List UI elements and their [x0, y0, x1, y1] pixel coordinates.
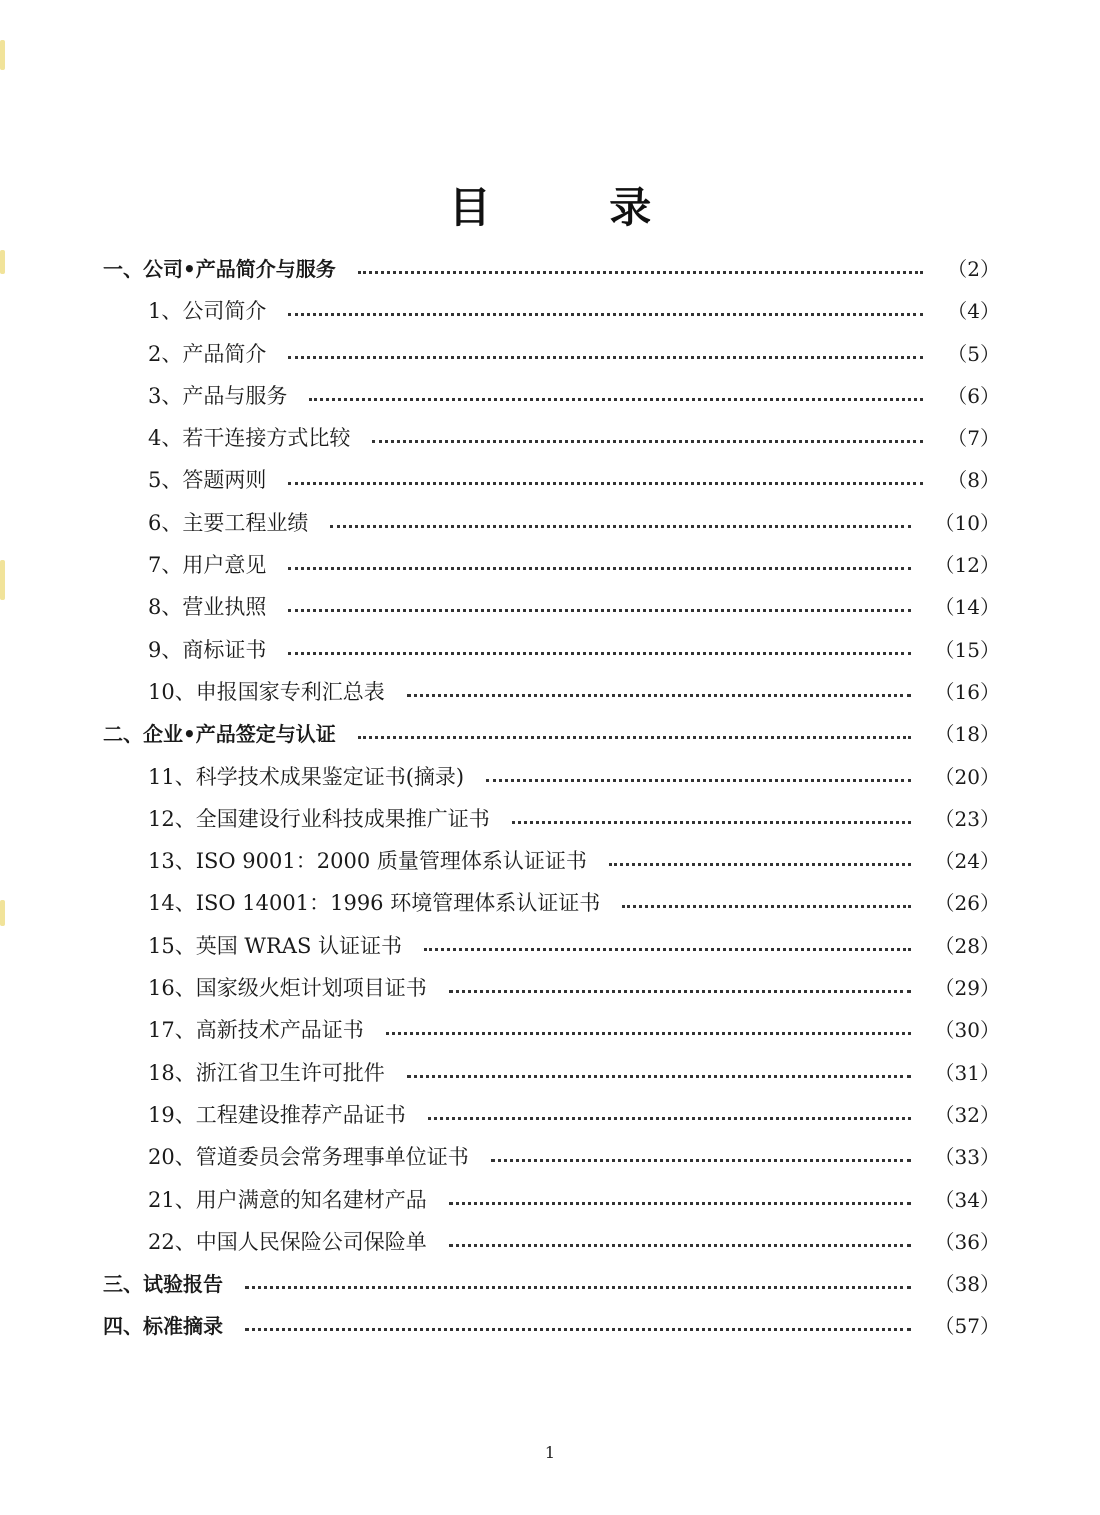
toc-section	[0, 248, 1100, 290]
dot-leader	[449, 990, 911, 993]
toc-entry-title: 三、试验报告	[103, 1272, 223, 1297]
toc-entry-page: （24）	[934, 849, 1000, 874]
toc-item	[0, 417, 1100, 459]
toc-entry-page: （4）	[947, 299, 1000, 324]
toc-item	[0, 1136, 1100, 1178]
toc-entry-title: 12、全国建设行业科技成果推广证书	[148, 806, 490, 831]
toc-item	[0, 290, 1100, 332]
toc-item	[0, 1221, 1100, 1263]
dot-leader	[358, 271, 923, 274]
toc-item	[0, 629, 1100, 671]
toc-entry-title: 11、科学技术成果鉴定证书(摘录)	[148, 764, 465, 789]
toc-entry-title: 10、申报国家专利汇总表	[148, 679, 385, 704]
toc-entry-page: （28）	[934, 933, 1000, 958]
toc-entry-title: 8、营业执照	[148, 595, 267, 620]
toc-item	[0, 925, 1100, 967]
toc-entry-page: （20）	[934, 764, 1000, 789]
toc-entry-title: 3、产品与服务	[148, 383, 288, 408]
toc-entry-title: 4、若干连接方式比较	[148, 426, 351, 451]
toc-item	[0, 882, 1100, 924]
toc-entry-page: （29）	[934, 976, 1000, 1001]
table-of-contents	[0, 248, 1100, 1348]
dot-leader	[407, 694, 911, 697]
toc-entry-title: 21、用户满意的知名建材产品	[148, 1187, 427, 1212]
toc-entry-page: （30）	[934, 1018, 1000, 1043]
toc-entry-title: 19、工程建设推荐产品证书	[148, 1102, 406, 1127]
page-number: 1	[544, 1443, 556, 1462]
dot-leader	[372, 440, 923, 443]
toc-entry-page: （14）	[934, 595, 1000, 620]
toc-entry-title: 四、标准摘录	[103, 1314, 223, 1339]
toc-entry-page: （2）	[947, 257, 1000, 281]
toc-entry-page: （32）	[934, 1102, 1000, 1127]
toc-entry-title: 15、英国 WRAS 认证证书	[148, 933, 403, 958]
toc-item	[0, 967, 1100, 1009]
dot-leader	[358, 736, 911, 739]
toc-item	[0, 798, 1100, 840]
dot-leader	[288, 313, 923, 316]
dot-leader	[288, 482, 923, 485]
toc-entry-title: 一、公司•产品简介与服务	[103, 257, 336, 281]
toc-entry-page: （23）	[934, 806, 1000, 831]
toc-item	[0, 671, 1100, 713]
dot-leader	[407, 1075, 911, 1078]
dot-leader	[309, 398, 923, 401]
toc-entry-title: 二、企业•产品签定与认证	[103, 722, 336, 747]
dot-leader	[449, 1202, 911, 1205]
toc-entry-page: （57）	[934, 1314, 1000, 1339]
toc-entry-title: 1、公司简介	[148, 299, 267, 324]
dot-leader	[288, 567, 910, 570]
toc-entry-page: （26）	[934, 891, 1000, 916]
toc-entry-page: （36）	[934, 1229, 1000, 1254]
toc-entry-title: 16、国家级火炬计划项目证书	[148, 976, 427, 1001]
dot-leader	[491, 1159, 911, 1162]
dot-leader	[288, 356, 923, 359]
toc-section	[0, 1263, 1100, 1305]
toc-entry-page: （31）	[934, 1060, 1000, 1085]
toc-section	[0, 713, 1100, 755]
dot-leader	[512, 821, 911, 824]
toc-entry-page: （15）	[934, 637, 1000, 662]
dot-leader	[245, 1328, 911, 1331]
dot-leader	[609, 863, 911, 866]
toc-item	[0, 375, 1100, 417]
dot-leader	[449, 1244, 911, 1247]
toc-section	[0, 1305, 1100, 1347]
toc-entry-title: 9、商标证书	[148, 637, 267, 662]
toc-item	[0, 756, 1100, 798]
page-title: 目 录	[448, 183, 704, 233]
toc-entry-page: （38）	[934, 1272, 1000, 1297]
dot-leader	[245, 1286, 911, 1289]
toc-item	[0, 1179, 1100, 1221]
toc-item	[0, 1009, 1100, 1051]
toc-item	[0, 1052, 1100, 1094]
toc-entry-title: 18、浙江省卫生许可批件	[148, 1060, 385, 1085]
toc-item	[0, 1094, 1100, 1136]
toc-entry-title: 14、ISO 14001：1996 环境管理体系认证证书	[148, 891, 601, 916]
toc-entry-page: （33）	[934, 1145, 1000, 1170]
toc-entry-page: （5）	[947, 341, 1000, 366]
toc-entry-title: 6、主要工程业绩	[148, 510, 309, 535]
toc-item	[0, 459, 1100, 501]
toc-item	[0, 586, 1100, 628]
toc-entry-title: 7、用户意见	[148, 553, 267, 578]
toc-entry-page: （6）	[947, 383, 1000, 408]
dot-leader	[486, 779, 910, 782]
toc-entry-title: 13、ISO 9001：2000 质量管理体系认证证书	[148, 849, 587, 874]
toc-entry-title: 2、产品简介	[148, 341, 267, 366]
dot-leader	[330, 525, 910, 528]
toc-entry-page: （12）	[934, 553, 1000, 578]
toc-entry-page: （10）	[934, 510, 1000, 535]
toc-item	[0, 840, 1100, 882]
toc-item	[0, 333, 1100, 375]
toc-entry-title: 5、答题两则	[148, 468, 267, 493]
toc-item	[0, 502, 1100, 544]
toc-entry-page: （7）	[947, 426, 1000, 451]
toc-entry-page: （34）	[934, 1187, 1000, 1212]
dot-leader	[622, 905, 910, 908]
toc-entry-page: （18）	[934, 722, 1000, 747]
toc-entry-title: 17、高新技术产品证书	[148, 1018, 364, 1043]
toc-entry-page: （8）	[947, 468, 1000, 493]
dot-leader	[288, 652, 910, 655]
toc-entry-page: （16）	[934, 679, 1000, 704]
toc-entry-title: 22、中国人民保险公司保险单	[148, 1229, 427, 1254]
dot-leader	[386, 1032, 911, 1035]
dot-leader	[288, 609, 910, 612]
scan-edge-mark	[0, 40, 5, 70]
toc-entry-title: 20、管道委员会常务理事单位证书	[148, 1145, 469, 1170]
dot-leader	[424, 948, 911, 951]
dot-leader	[428, 1117, 911, 1120]
toc-item	[0, 544, 1100, 586]
